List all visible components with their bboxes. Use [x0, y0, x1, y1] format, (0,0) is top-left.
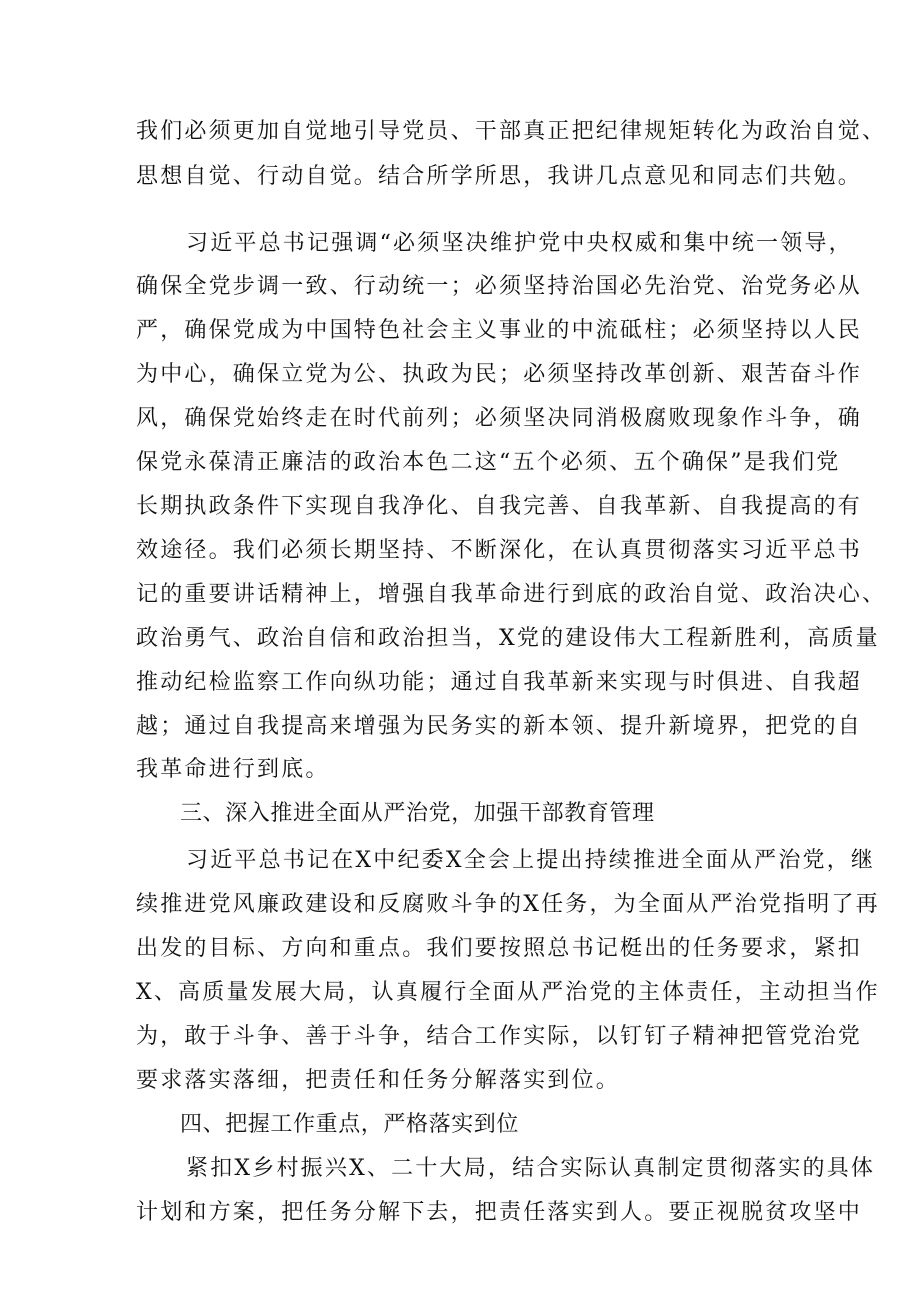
paragraph-line: 推动纪检监察工作向纵功能；通过自我革新来实现与时俱进、自我超: [136, 670, 863, 695]
paragraph-line: 习近平总书记在X中纪委X全会上提出持续推进全面从严治党，继: [186, 848, 876, 873]
paragraph-line: 为中心，确保立党为公、执政为民；必须坚持改革创新、艰苦奋斗作: [136, 362, 863, 387]
section-heading: 四、把握工作重点，严格落实到位: [180, 1112, 520, 1137]
paragraph-line: 确保全党步调一致、行动统一；必须坚持治国必先治党、治党务必从: [136, 274, 863, 299]
paragraph-line: 习近平总书记强调“必须坚决维护党中央权威和集中统一领导，: [186, 231, 853, 256]
paragraph-line: 越；通过自我提高来增强为民务实的新本领、提升新境界，把党的自: [136, 714, 863, 739]
paragraph-line: 我们必须更加自觉地引导党员、干部真正把纪律规矩转化为政治自觉、: [136, 119, 887, 144]
paragraph-line: 思想自觉、行动自觉。结合所学所思，我讲几点意见和同志们共勉。: [136, 164, 863, 189]
paragraph-line: 紧扣X乡村振兴X、二十大局，结合实际认真制定贯彻落实的具体: [186, 1156, 876, 1181]
paragraph-line: 政治勇气、政治自信和政治担当，X党的建设伟大工程新胜利，高质量: [136, 626, 880, 651]
paragraph-line: 长期执政条件下实现自我净化、自我完善、自我革新、自我提高的有: [136, 494, 863, 519]
paragraph-line: 风，确保党始终走在时代前列；必须坚决同消极腐败现象作斗争，确: [136, 406, 863, 431]
paragraph-line: 出发的目标、方向和重点。我们要按照总书记梃出的任务要求，紧扣: [136, 936, 863, 961]
paragraph-line: 保党永葆清正廉洁的政治本色二这“五个必须、五个确保”是我们党: [136, 450, 841, 475]
section-heading: 三、深入推进全面从严治党，加强干部教育管理: [180, 801, 655, 826]
paragraph-line: 为，敢于斗争、善于斗争，结合工作实际，以钉钉子精神把管党治党: [136, 1024, 863, 1049]
paragraph-line: X、高质量发展大局，认真履行全面从严治党的主体责任，主动担当作: [136, 980, 880, 1005]
paragraph-line: 要求落实落细，把责任和任务分解落实到位。: [136, 1068, 621, 1093]
paragraph-line: 计划和方案，把任务分解下去，把责任落实到人。要正视脱贫攻坚中: [136, 1200, 863, 1225]
paragraph-line: 续推进党风廉政建设和反腐败斗争的X任务，为全面从严治党指明了再: [136, 892, 880, 917]
paragraph-line: 我革命进行到底。: [136, 757, 330, 782]
paragraph-line: 记的重要讲话精神上，增强自我革命进行到底的政治自觉、政治决心、: [136, 582, 887, 607]
paragraph-line: 严，确保党成为中国特色社会主义事业的中流砥柱；必须坚持以人民: [136, 318, 863, 343]
paragraph-line: 效途径。我们必须长期坚持、不断深化，在认真贯彻落实习近平总书: [136, 538, 863, 563]
